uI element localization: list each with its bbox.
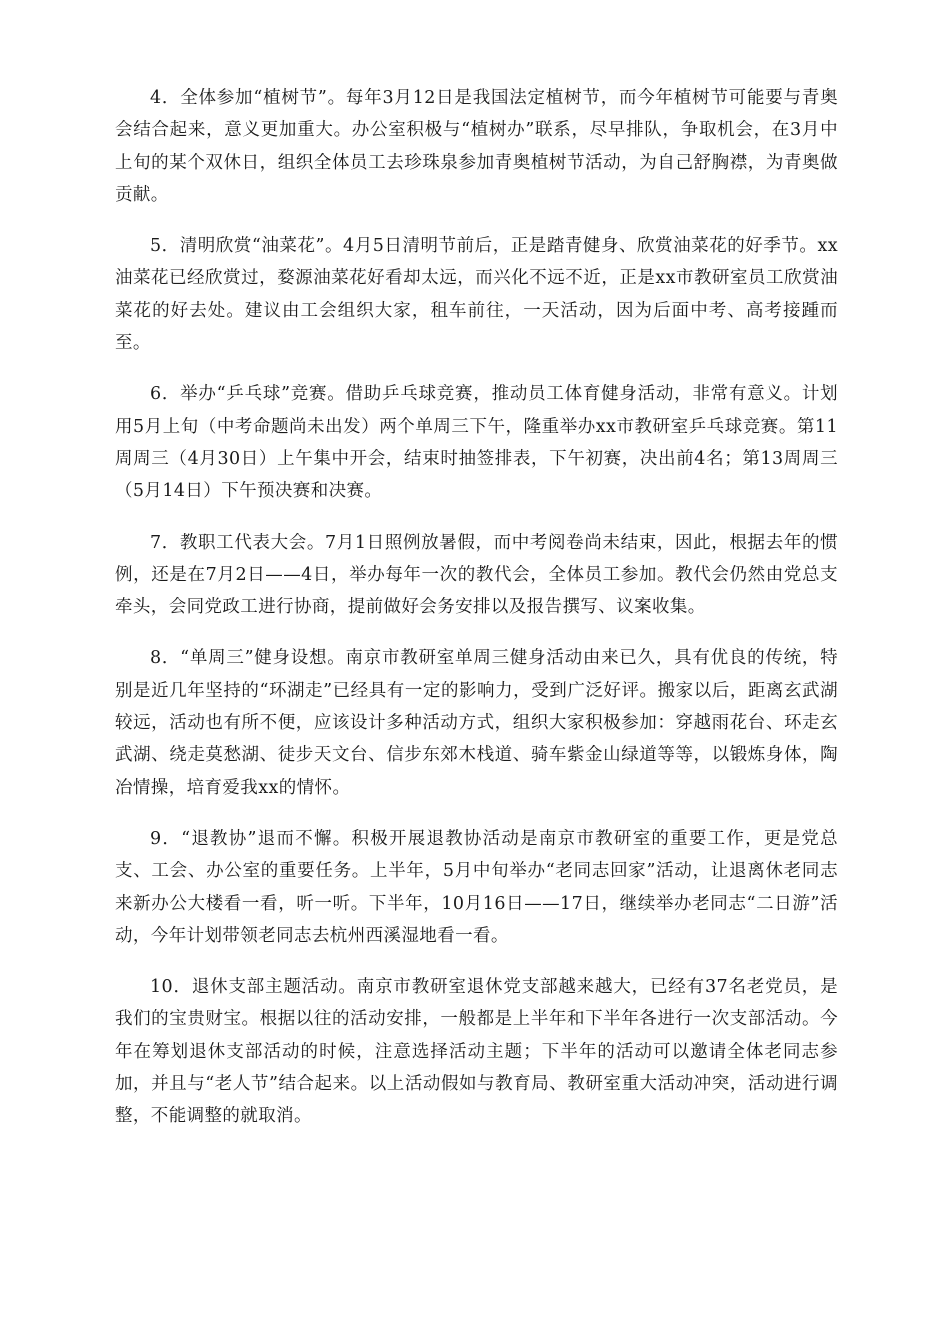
paragraph-table-tennis: 6．举办“乒乓球”竞赛。借助乒乓球竞赛，推动员工体育健身活动，非常有意义。计划用5月上旬（中考命题尚未出发）两个单周三下午，隆重举办xx市教研室乒乓球竞赛。第11周周三（4月30日）上午集中开会，结束时抽签排表，下午初赛，决出前4名；第13周周三（5月14日）下午预决赛和决赛。 xyxy=(115,384,838,502)
paragraph-wednesday-fitness: 8．“单周三”健身设想。南京市教研室单周三健身活动由来已久，具有优良的传统，特别是近几年坚持的“环湖走”已经具有一定的影响力，受到广泛好评。搬家以后，距离玄武湖较远，活动也有所不便，应该设计多种活动方式，组织大家积极参加：穿越雨花台、环走玄武湖、绕走莫愁湖、徒步天文台、信步东郊木栈道、骑车紫金山绿道等等，以锻炼身体，陶冶情操，培育爱我xx的情怀。 xyxy=(115,648,838,798)
paragraph-rapeseed-flowers: 5．清明欣赏“油菜花”。4月5日清明节前后，正是踏青健身、欣赏油菜花的好季节。xx油菜花已经欣赏过，婺源油菜花好看却太远，而兴化不远不近，正是xx市教研室员工欣赏油菜花的好去处。建议由工会组织大家，租车前往，一天活动，因为后面中考、高考接踵而至。 xyxy=(115,236,838,354)
paragraph-retired-branch: 10．退休支部主题活动。南京市教研室退休党支部越来越大，已经有37名老党员，是我们的宝贵财宝。根据以往的活动安排，一般都是上半年和下半年各进行一次支部活动。今年在筹划退休支部活动的时候，注意选择活动主题；下半年的活动可以邀请全体老同志参加，并且与“老人节”结合起来。以上活动假如与教育局、教研室重大活动冲突，活动进行调整，不能调整的就取消。 xyxy=(115,977,838,1127)
paragraph-staff-congress: 7．教职工代表大会。7月1日照例放暑假，而中考阅卷尚未结束，因此，根据去年的惯例，还是在7月2日——4日，举办每年一次的教代会，全体员工参加。教代会仍然由党总支牵头，会同党政工进行协商，提前做好会务安排以及报告撰写、议案收集。 xyxy=(115,532,838,618)
paragraph-arbor-day: 4．全体参加“植树节”。每年3月12日是我国法定植树节，而今年植树节可能要与青奥会结合起来，意义更加重大。办公室积极与“植树办”联系，尽早排队，争取机会，在3月中上旬的某个双休日，组织全体员工去珍珠泉参加青奥植树节活动，为自己舒胸襟，为青奥做贡献。 xyxy=(115,88,838,205)
paragraph-retired-teachers: 9．“退教协”退而不懈。积极开展退教协活动是南京市教研室的重要工作，更是党总支、工会、办公室的重要任务。上半年，5月中旬举办“老同志回家”活动，让退离休老同志来新办公大楼看一看，听一听。下半年，10月16日——17日，继续举办老同志“二日游”活动，今年计划带领老同志去杭州西溪湿地看一看。 xyxy=(115,828,838,946)
